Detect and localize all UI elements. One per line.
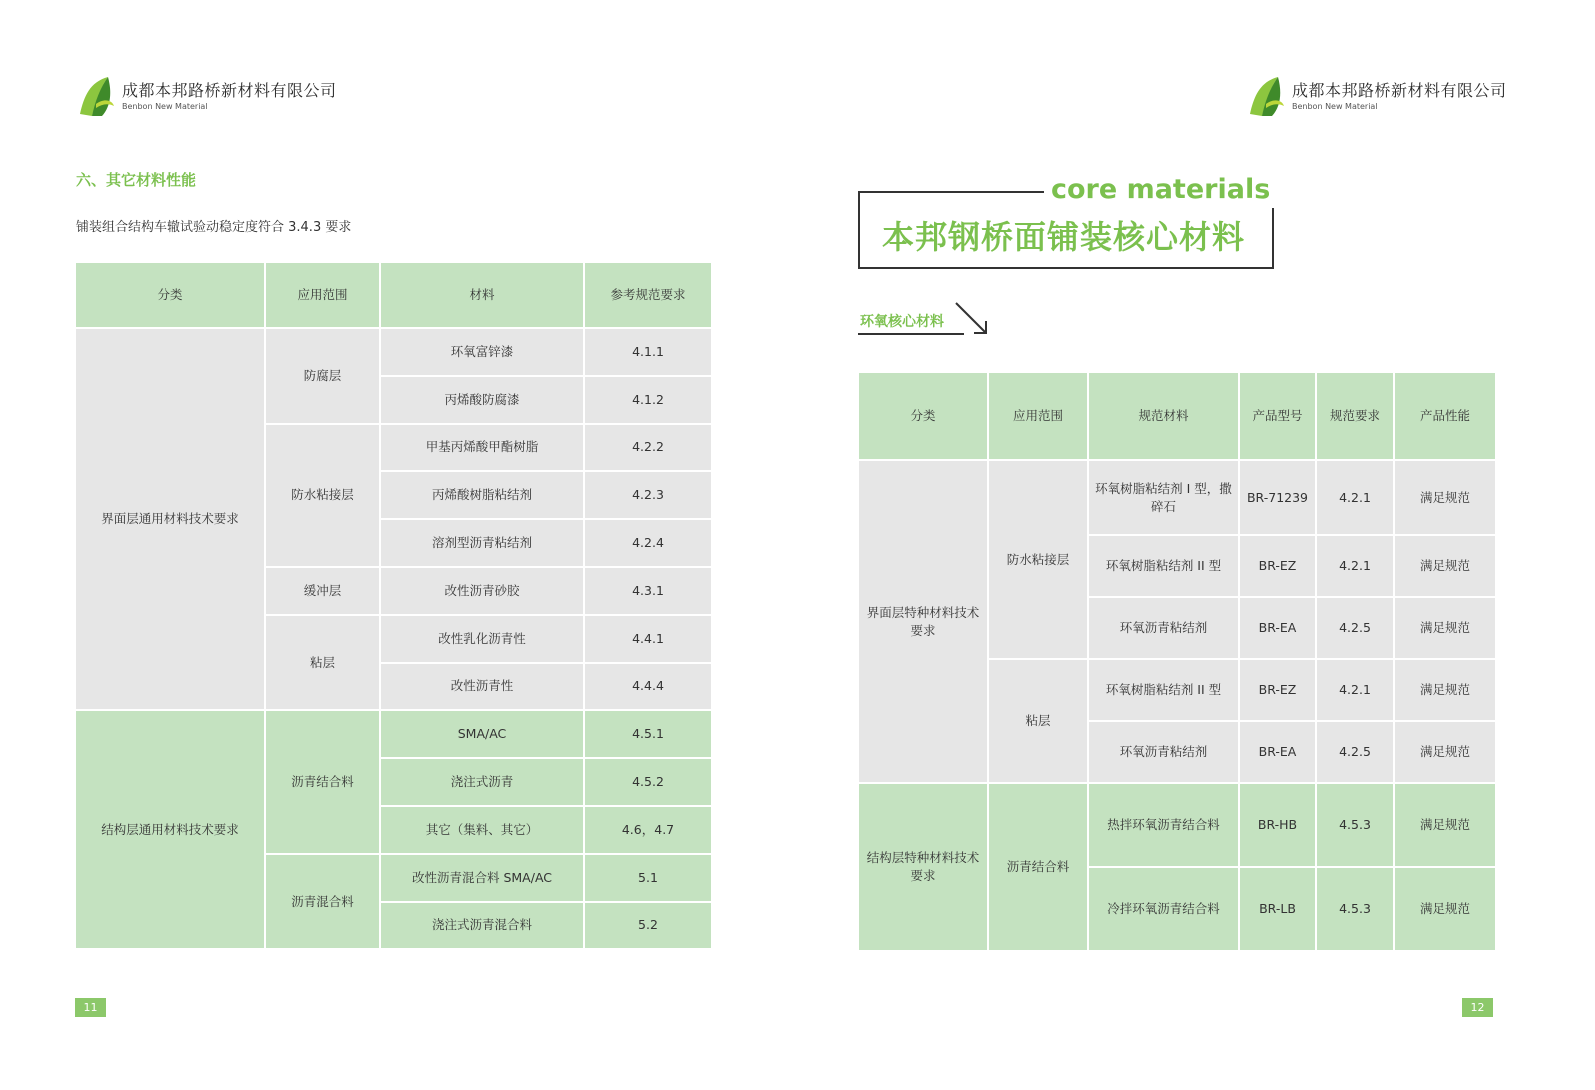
epoxy-underline	[858, 333, 964, 335]
material-cell: 甲基丙烯酸甲酯树脂	[380, 424, 584, 472]
ref-cell: 4.5.2	[584, 758, 712, 806]
core-materials-table	[857, 371, 1497, 952]
logo-mark-icon	[1248, 74, 1286, 118]
other-materials-table	[74, 261, 713, 950]
epoxy-label: 环氧核心材料	[860, 314, 944, 330]
company-logo-right	[1248, 74, 1507, 118]
company-name-en: Benbon New Material	[122, 101, 208, 111]
header-cell: 分类	[858, 372, 988, 460]
scope-cell: 粘层	[265, 615, 380, 711]
ref-cell: 4.5.1	[584, 710, 712, 758]
scope-cell: 缓冲层	[265, 567, 380, 615]
material-cell: 其它（集料、其它）	[380, 806, 584, 854]
material-cell: 改性沥青砂胶	[380, 567, 584, 615]
model-cell: BR-HB	[1239, 783, 1316, 867]
material-cell: SMA/AC	[380, 710, 584, 758]
ref-cell: 4.6，4.7	[584, 806, 712, 854]
category-cell: 界面层通用材料技术要求	[75, 328, 265, 710]
perf-cell: 满足规范	[1394, 597, 1496, 659]
category-cell: 结构层通用材料技术要求	[75, 710, 265, 949]
material-cell: 环氧沥青粘结剂	[1088, 597, 1239, 659]
company-name-en: Benbon New Material	[1292, 101, 1378, 111]
page-number-left: 11	[75, 998, 106, 1017]
material-cell: 环氧树脂粘结剂 II 型	[1088, 535, 1239, 597]
table-header-row	[75, 262, 712, 328]
material-cell: 环氧树脂粘结剂 II 型	[1088, 659, 1239, 721]
ref-cell: 4.2.3	[584, 471, 712, 519]
perf-cell: 满足规范	[1394, 460, 1496, 535]
company-logo-left	[78, 74, 337, 118]
ref-cell: 5.2	[584, 902, 712, 950]
model-cell: BR-EA	[1239, 597, 1316, 659]
intro-text: 铺装组合结构车辙试验动稳定度符合 3.4.3 要求	[76, 220, 352, 235]
scope-cell: 防腐层	[265, 328, 380, 424]
header-cell: 分类	[75, 262, 265, 328]
table-row	[75, 328, 712, 376]
material-cell: 环氧树脂粘结剂 I 型，撒碎石	[1088, 460, 1239, 535]
req-cell: 4.2.1	[1316, 535, 1394, 597]
model-cell: BR-71239	[1239, 460, 1316, 535]
ref-cell: 4.3.1	[584, 567, 712, 615]
table-row	[75, 710, 712, 758]
perf-cell: 满足规范	[1394, 783, 1496, 867]
req-cell: 4.2.1	[1316, 659, 1394, 721]
scope-cell: 沥青结合料	[988, 783, 1088, 951]
perf-cell: 满足规范	[1394, 721, 1496, 783]
ref-cell: 4.2.4	[584, 519, 712, 567]
scope-cell: 沥青混合料	[265, 854, 380, 950]
material-cell: 改性沥青性	[380, 663, 584, 711]
header-cell: 规范要求	[1316, 372, 1394, 460]
section-title: 六、其它材料性能	[76, 171, 197, 189]
scope-cell: 沥青结合料	[265, 710, 380, 853]
ref-cell: 4.1.2	[584, 376, 712, 424]
header-cell: 产品性能	[1394, 372, 1496, 460]
logo-mark-icon	[78, 74, 116, 118]
ref-cell: 4.1.1	[584, 328, 712, 376]
core-title-cn: 本邦钢桥面铺装核心材料	[882, 218, 1246, 256]
arrow-down-right-icon	[952, 300, 992, 338]
ref-cell: 4.4.4	[584, 663, 712, 711]
category-cell: 界面层特种材料技术要求	[858, 460, 988, 783]
scope-cell: 防水粘接层	[988, 460, 1088, 659]
req-cell: 4.2.5	[1316, 721, 1394, 783]
material-cell: 浇注式沥青混合料	[380, 902, 584, 950]
material-cell: 热拌环氧沥青结合料	[1088, 783, 1239, 867]
ref-cell: 4.4.1	[584, 615, 712, 663]
table-row	[858, 783, 1496, 867]
table-row	[858, 460, 1496, 535]
table-header-row	[858, 372, 1496, 460]
header-cell: 规范材料	[1088, 372, 1239, 460]
model-cell: BR-EZ	[1239, 659, 1316, 721]
model-cell: BR-LB	[1239, 867, 1316, 951]
scope-cell: 防水粘接层	[265, 424, 380, 567]
req-cell: 4.2.1	[1316, 460, 1394, 535]
model-cell: BR-EA	[1239, 721, 1316, 783]
company-name-cn: 成都本邦路桥新材料有限公司	[1292, 80, 1507, 100]
material-cell: 丙烯酸防腐漆	[380, 376, 584, 424]
ref-cell: 4.2.2	[584, 424, 712, 472]
material-cell: 溶剂型沥青粘结剂	[380, 519, 584, 567]
company-name-cn: 成都本邦路桥新材料有限公司	[122, 80, 337, 100]
header-cell: 材料	[380, 262, 584, 328]
perf-cell: 满足规范	[1394, 867, 1496, 951]
req-cell: 4.5.3	[1316, 783, 1394, 867]
material-cell: 浇注式沥青	[380, 758, 584, 806]
material-cell: 冷拌环氧沥青结合料	[1088, 867, 1239, 951]
model-cell: BR-EZ	[1239, 535, 1316, 597]
ref-cell: 5.1	[584, 854, 712, 902]
header-cell: 产品型号	[1239, 372, 1316, 460]
material-cell: 丙烯酸树脂粘结剂	[380, 471, 584, 519]
header-cell: 应用范围	[988, 372, 1088, 460]
req-cell: 4.5.3	[1316, 867, 1394, 951]
scope-cell: 粘层	[988, 659, 1088, 783]
perf-cell: 满足规范	[1394, 659, 1496, 721]
material-cell: 环氧富锌漆	[380, 328, 584, 376]
category-cell: 结构层特种材料技术要求	[858, 783, 988, 951]
material-cell: 改性沥青混合料 SMA/AC	[380, 854, 584, 902]
perf-cell: 满足规范	[1394, 535, 1496, 597]
header-cell: 应用范围	[265, 262, 380, 328]
page-number-right: 12	[1462, 998, 1493, 1017]
header-cell: 参考规范要求	[584, 262, 712, 328]
material-cell: 环氧沥青粘结剂	[1088, 721, 1239, 783]
req-cell: 4.2.5	[1316, 597, 1394, 659]
material-cell: 改性乳化沥青性	[380, 615, 584, 663]
core-title-en: core materials	[1044, 172, 1277, 208]
